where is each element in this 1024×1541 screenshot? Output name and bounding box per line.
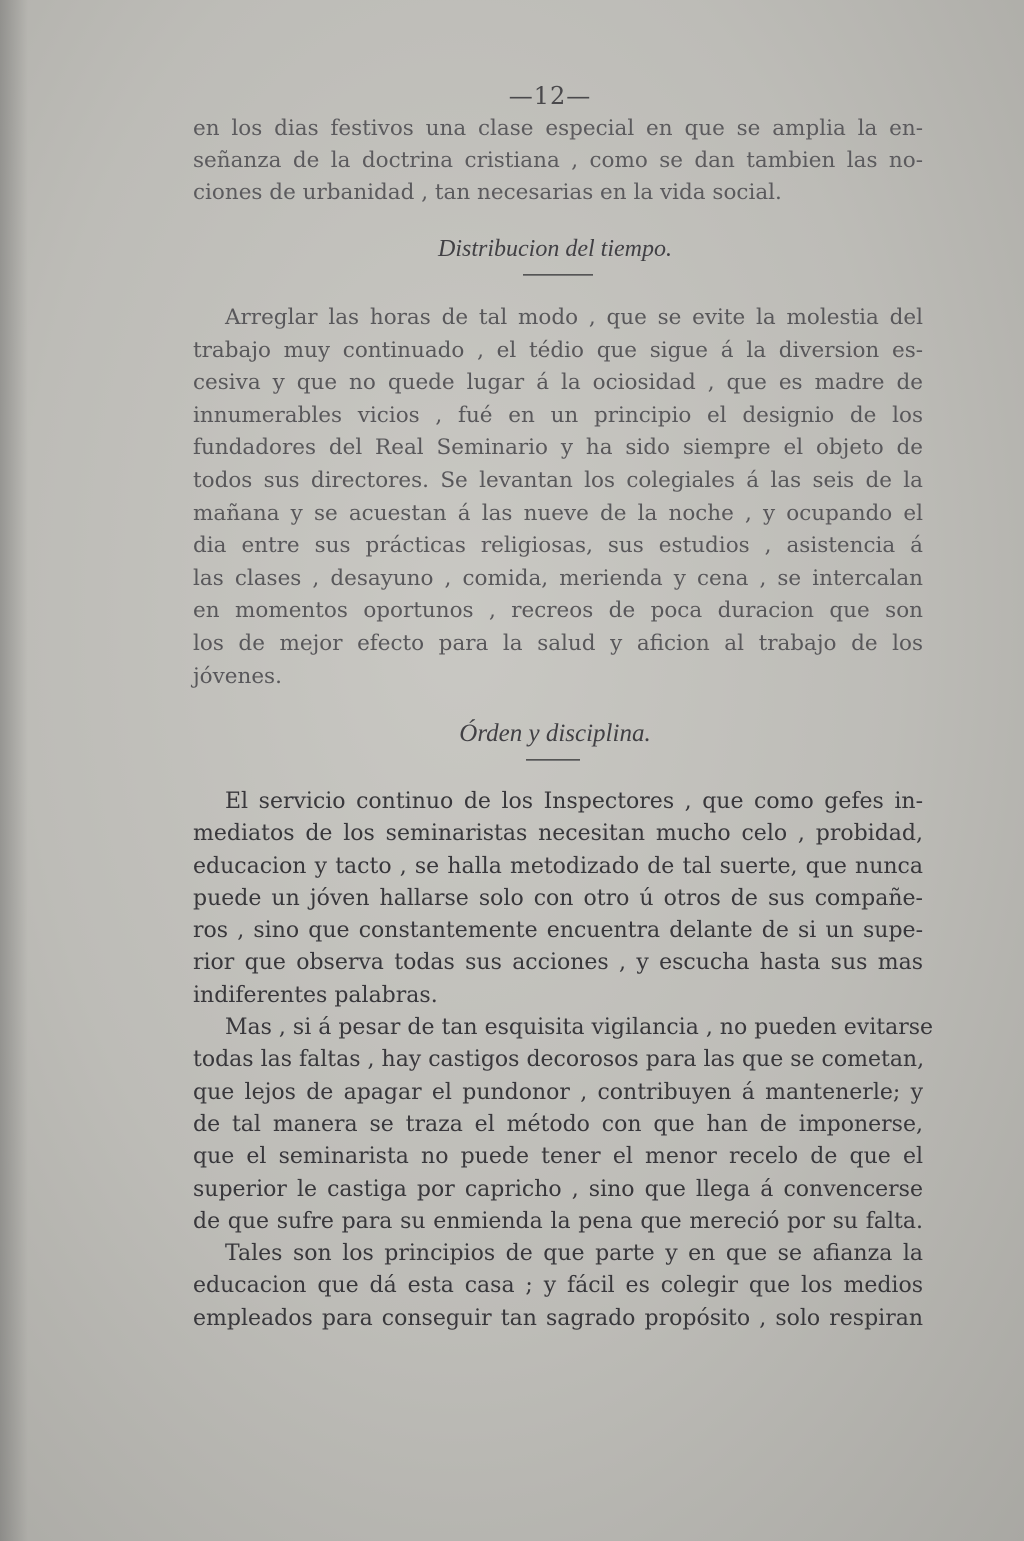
text-line: fundadores del Real Seminario y ha sido siempre el objeto de <box>193 435 923 461</box>
heading-rule <box>526 759 580 761</box>
section-heading-order: Órden y disciplina. <box>459 720 651 747</box>
text-line: educacion que dá esta casa ; y fácil es colegir que los medios <box>193 1273 923 1299</box>
text-line: las clases , desayuno , comida, merienda y cena , se intercalan <box>193 565 923 591</box>
text-line: educacion y tacto , se halla metodizado de tal suerte, que nunca <box>193 853 923 879</box>
text-line: superior le castiga por capricho , sino que llega á convencerse <box>193 1176 923 1202</box>
text-line: todos sus directores. Se levantan los colegiales á las seis de la <box>193 467 923 493</box>
text-line: Arreglar las horas de tal modo , que se evite la molestia del <box>225 305 923 330</box>
page-number: —12— <box>508 82 592 110</box>
text-line: en los dias festivos una clase especial en que se amplia la en- <box>193 116 923 141</box>
text-line: jóvenes. <box>193 663 282 689</box>
text-line: de que sufre para su enmienda la pena que mereció por su falta. <box>193 1208 923 1234</box>
text-line: mediatos de los seminaristas necesitan mucho celo , probidad, <box>193 821 923 847</box>
text-line: mañana y se acuestan á las nueve de la noche , y ocupando el <box>193 500 923 526</box>
order-paragraphs <box>193 786 934 1335</box>
text-line: que el seminarista no puede tener el menor recelo de que el <box>193 1144 923 1170</box>
text-line: señanza de la doctrina cristiana , como se dan tambien las no- <box>193 148 923 173</box>
text-line: de tal manera se traza el método con que han de imponerse, <box>193 1111 923 1137</box>
text-line: que lejos de apagar el pundonor , contribuyen á mantenerle; y <box>193 1079 923 1105</box>
text-line: puede un jóven hallarse solo con otro ú otros de sus compañe- <box>193 885 923 911</box>
text-line: rior que observa todas sus acciones , y escucha hasta sus mas <box>193 950 923 976</box>
section-heading-time: Distribucion del tiempo. <box>438 236 672 262</box>
text-line: Mas , si á pesar de tan esquisita vigilancia , no pueden evitarse <box>225 1015 934 1041</box>
intro-paragraph <box>193 113 923 209</box>
text-line: indiferentes palabras. <box>193 982 438 1008</box>
time-paragraph <box>193 302 923 693</box>
text-line: cesiva y que no quede lugar á la ociosidad , que es madre de <box>193 370 923 396</box>
text-line: todas las faltas , hay castigos decorosos para las que se cometan, <box>193 1047 925 1073</box>
text-line: dia entre sus prácticas religiosas, sus estudios , asistencia á <box>193 533 923 559</box>
text-line: Tales son los principios de que parte y en que se afianza la <box>225 1241 923 1267</box>
text-line: innumerables vicios , fué en un principio el designio de los <box>193 402 923 428</box>
text-line: en momentos oportunos , recreos de poca duracion que son <box>193 598 923 624</box>
text-line: los de mejor efecto para la salud y aficion al trabajo de los <box>193 630 923 656</box>
text-line: ciones de urbanidad , tan necesarias en la vida social. <box>193 180 782 205</box>
text-line: empleados para conseguir tan sagrado propósito , solo respiran <box>193 1305 923 1331</box>
text-line: ros , sino que constantemente encuentra delante de si un supe- <box>193 918 923 944</box>
text-line: El servicio continuo de los Inspectores , que como gefes in- <box>225 789 923 814</box>
text-line: trabajo muy continuado , el tédio que sigue á la diversion es- <box>193 337 923 363</box>
binding-shadow <box>0 0 28 1541</box>
heading-rule <box>523 274 593 276</box>
